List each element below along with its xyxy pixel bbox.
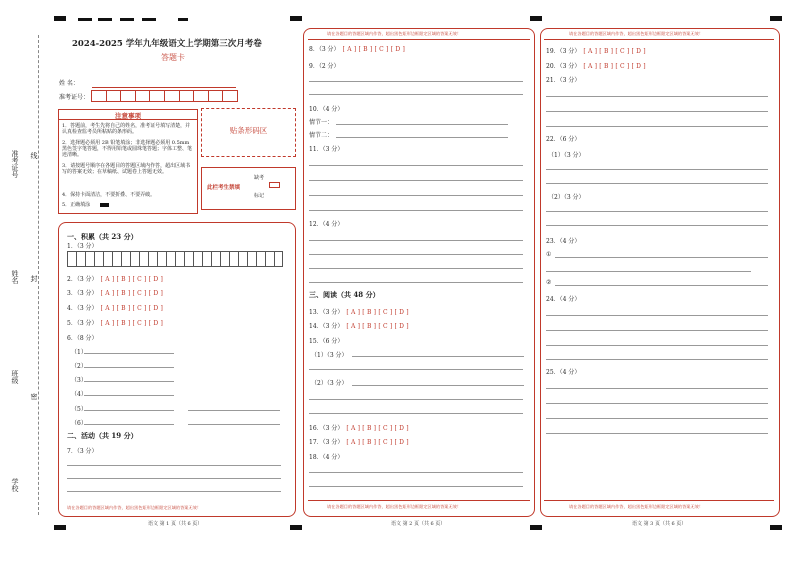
registration-mark: [78, 18, 92, 21]
notice-title: 注意事项: [115, 112, 141, 120]
answer-line[interactable]: [555, 285, 768, 286]
q6-sub: （1）: [71, 349, 87, 356]
q6-sub: （4）: [71, 391, 87, 398]
notice-item: 3．请按题号顺序在各题目的答题区域内作答，超出区域书写的答案无效；在草稿纸、试题卷上答题无效。: [62, 163, 191, 175]
choice-bubbles[interactable]: [ A ] [ B ] [ C ] [ D ]: [100, 305, 163, 312]
barcode-label: 贴条形码区: [229, 126, 268, 135]
registration-mark: [530, 525, 542, 530]
choice-bubbles[interactable]: [ A ] [ B ] [ C ] [ D ]: [346, 323, 409, 330]
question-22: 22．（6 分）: [546, 136, 581, 143]
binding-seal-label: 封: [30, 275, 38, 282]
notice-item: 2．选择题必须用 2B 铅笔填涂；非选择题必须用 0.5mm 黑色签字笔答题，不得用铅笔或圆珠笔答题；字体工整、笔迹清晰。: [62, 140, 193, 158]
question-12: 12．（4 分）: [309, 221, 344, 228]
choice-bubbles[interactable]: [ A ] [ B ] [ C ] [ D ]: [346, 309, 409, 316]
notice-divider: [58, 119, 197, 120]
answer-line[interactable]: [546, 388, 768, 389]
question-25: 25．（4 分）: [546, 369, 581, 376]
choice-bubbles[interactable]: [ A ] [ B ] [ C ] [ D ]: [342, 46, 405, 53]
answer-line[interactable]: [309, 369, 523, 370]
answer-line[interactable]: [546, 111, 768, 112]
answer-line[interactable]: [546, 418, 768, 419]
answer-line[interactable]: [336, 124, 508, 125]
question-18: 18．（4 分）: [309, 454, 344, 461]
choice-bubbles[interactable]: [ A ] [ B ] [ C ] [ D ]: [346, 425, 409, 432]
question-13: [309, 307, 409, 316]
question-15: 15．（6 分）: [309, 338, 344, 345]
answer-line[interactable]: [309, 165, 523, 166]
question-21: 21．（3 分）: [546, 77, 581, 84]
question-label: 14．（3 分）: [309, 323, 344, 330]
registration-mark: [770, 525, 782, 530]
answer-line[interactable]: [309, 195, 523, 196]
answer-line[interactable]: [309, 210, 523, 211]
question-7: 7．（3 分）: [67, 448, 98, 455]
answer-line[interactable]: [546, 169, 768, 170]
page-footer: 语文 第 2 页（共 6 页）: [391, 521, 446, 527]
absent-tag: 标记: [254, 193, 265, 199]
q6-sub: （5）: [71, 406, 87, 413]
notice-item: 1．答题前，考生先将自己的姓名，准考证号填写清楚，并认真检查监考员所粘贴的条形码。: [62, 123, 191, 135]
q23-item-2: ②: [546, 279, 552, 286]
answer-line[interactable]: [309, 268, 523, 269]
answer-line[interactable]: [546, 330, 768, 331]
panel-warning-top: 请在各题目的答题区域内作答，超出黑色矩形边框限定区域的答案无效！: [327, 31, 462, 36]
page-footer: 语文 第 1 页（共 6 页）: [148, 521, 203, 527]
answer-line[interactable]: [546, 183, 768, 184]
panel-warning-top: 请在各题目的答题区域内作答，超出黑色矩形边框限定区域的答案无效！: [569, 31, 704, 36]
question-6: 6．（8 分）: [67, 335, 98, 342]
notice-item: 5．正确填涂: [62, 202, 91, 208]
choice-bubbles[interactable]: [ A ] [ B ] [ C ] [ D ]: [100, 290, 163, 297]
answer-line[interactable]: [84, 424, 174, 425]
question-14: [309, 321, 409, 330]
page-footer: 语文 第 3 页（共 6 页）: [632, 521, 687, 527]
binding-secret-label: 密: [30, 393, 38, 400]
q22-sub-2: （2）（3 分）: [548, 194, 585, 201]
answer-line[interactable]: [546, 315, 768, 316]
answer-line[interactable]: [188, 410, 280, 411]
question-2: [67, 274, 163, 283]
registration-mark: [54, 16, 66, 21]
answer-line[interactable]: [309, 254, 523, 255]
answer-line[interactable]: [309, 486, 523, 487]
binding-exam-no-label: 准考证号: [11, 150, 19, 178]
question-9: 9．（2 分）: [309, 63, 340, 70]
choice-bubbles[interactable]: [ A ] [ B ] [ C ] [ D ]: [346, 439, 409, 446]
question-label: 16．（3 分）: [309, 425, 344, 432]
question-label: 19．（3 分）: [546, 48, 581, 55]
binding-name-label: 姓名: [11, 270, 19, 284]
name-field[interactable]: [92, 87, 236, 88]
plot-label: 情节一：: [309, 119, 334, 126]
exam-no-boxes[interactable]: [91, 90, 238, 102]
binding-school-label: 学校: [11, 478, 19, 492]
answer-line[interactable]: [309, 399, 523, 400]
answer-line[interactable]: [546, 433, 768, 434]
section-heading: 二、活动（共 19 分）: [67, 431, 138, 440]
q1-writing-grid[interactable]: [67, 251, 283, 267]
answer-line[interactable]: [546, 96, 768, 97]
registration-mark: [770, 16, 782, 21]
answer-line[interactable]: [309, 282, 523, 283]
answer-line[interactable]: [309, 94, 523, 95]
q15-sub-1: （1）（3 分）: [311, 352, 348, 359]
binding-line-label: 线: [30, 152, 38, 159]
registration-mark: [54, 525, 66, 530]
question-3: [67, 288, 163, 297]
registration-mark: [98, 18, 112, 21]
plot-label: 情节二：: [309, 132, 334, 139]
answer-line[interactable]: [546, 211, 768, 212]
question-10: 10．（4 分）: [309, 106, 344, 113]
panel-warning-bottom: 请在各题目的答题区域内作答，超出黑色矩形边框限定区域的答案无效！: [67, 505, 202, 510]
question-label: 13．（3 分）: [309, 309, 344, 316]
answer-line[interactable]: [546, 345, 768, 346]
answer-line[interactable]: [84, 410, 174, 411]
answer-line[interactable]: [555, 257, 768, 258]
answer-line[interactable]: [546, 225, 768, 226]
question-label: 8．（3 分）: [309, 46, 340, 53]
binding-class-label: 班级: [11, 370, 19, 384]
q23-item-1: ①: [546, 251, 552, 258]
choice-bubbles[interactable]: [ A ] [ B ] [ C ] [ D ]: [100, 320, 163, 327]
answer-line[interactable]: [67, 465, 281, 466]
question-label: 2．（3 分）: [67, 276, 98, 283]
answer-line[interactable]: [352, 356, 524, 357]
choice-bubbles[interactable]: [ A ] [ B ] [ C ] [ D ]: [583, 48, 646, 55]
question-8: [309, 44, 405, 53]
question-label: 17．（3 分）: [309, 439, 344, 446]
q6-sub: （6）: [71, 420, 87, 427]
question-24: 24．（4 分）: [546, 296, 581, 303]
answer-line[interactable]: [309, 413, 523, 414]
panel-divider: [308, 500, 530, 501]
registration-mark: [142, 18, 156, 21]
registration-mark: [120, 18, 134, 21]
question-label: 3．（3 分）: [67, 290, 98, 297]
q6-sub: （3）: [71, 377, 87, 384]
answer-line[interactable]: [84, 367, 174, 368]
answer-line[interactable]: [84, 381, 174, 382]
answer-line[interactable]: [67, 491, 281, 492]
question-4: [67, 303, 163, 312]
name-label: 姓 名：: [59, 80, 79, 87]
question-5: [67, 318, 163, 327]
exam-title: 2024-2025 学年九年级语文上学期第三次月考卷: [72, 39, 262, 49]
question-16: [309, 423, 409, 432]
answer-line[interactable]: [309, 81, 523, 82]
registration-mark: [178, 18, 188, 21]
q6-sub: （2）: [71, 363, 87, 370]
choice-bubbles[interactable]: [ A ] [ B ] [ C ] [ D ]: [583, 63, 646, 70]
question-label: 4．（3 分）: [67, 305, 98, 312]
answer-line[interactable]: [188, 424, 280, 425]
question-19: [546, 46, 646, 55]
question-23: 23．（4 分）: [546, 238, 581, 245]
question-20: [546, 61, 646, 70]
answer-line[interactable]: [546, 403, 768, 404]
notice-item: 4．保持卡面清洁，不要折叠、不要弄破。: [62, 192, 156, 198]
exam-no-label: 准考证号：: [59, 94, 90, 101]
question-label: 5．（3 分）: [67, 320, 98, 327]
question-11: 11．（3 分）: [309, 146, 344, 153]
answer-sheet-subtitle: 答题卡: [161, 53, 185, 62]
answer-line[interactable]: [546, 271, 751, 272]
panel-warning-bottom: 请在各题目的答题区域内作答，超出黑色矩形边框限定区域的答案无效！: [569, 504, 704, 509]
answer-line[interactable]: [546, 359, 768, 360]
question-1: 1．（3 分）: [67, 243, 98, 250]
answer-line[interactable]: [336, 137, 508, 138]
question-17: [309, 437, 409, 446]
section-heading: 三、阅读（共 48 分）: [309, 290, 380, 299]
answer-line[interactable]: [309, 472, 523, 473]
registration-mark: [290, 525, 302, 530]
q15-sub-2: （2）（3 分）: [311, 380, 348, 387]
answer-line[interactable]: [84, 353, 174, 354]
absent-checkbox[interactable]: [269, 182, 280, 188]
answer-line[interactable]: [67, 478, 281, 479]
panel-divider: [544, 39, 774, 40]
panel-divider: [544, 500, 774, 501]
q22-sub-1: （1）（3 分）: [548, 152, 585, 159]
panel-warning-bottom: 请在各题目的答题区域内作答，超出黑色矩形边框限定区域的答案无效！: [327, 504, 462, 509]
answer-line[interactable]: [84, 395, 174, 396]
answer-line[interactable]: [309, 180, 523, 181]
filled-bubble-example: [100, 203, 109, 207]
choice-bubbles[interactable]: [ A ] [ B ] [ C ] [ D ]: [100, 276, 163, 283]
registration-mark: [290, 16, 302, 21]
question-label: 20．（3 分）: [546, 63, 581, 70]
panel-divider: [308, 39, 530, 40]
absent-label: 此栏考生禁填: [207, 185, 241, 191]
registration-mark: [530, 16, 542, 21]
answer-line[interactable]: [309, 240, 523, 241]
absent-tag: 缺考: [254, 175, 265, 181]
answer-panel-3: [540, 28, 780, 517]
answer-line[interactable]: [546, 126, 768, 127]
answer-line[interactable]: [352, 385, 524, 386]
section-heading: 一、积累（共 23 分）: [67, 232, 138, 241]
